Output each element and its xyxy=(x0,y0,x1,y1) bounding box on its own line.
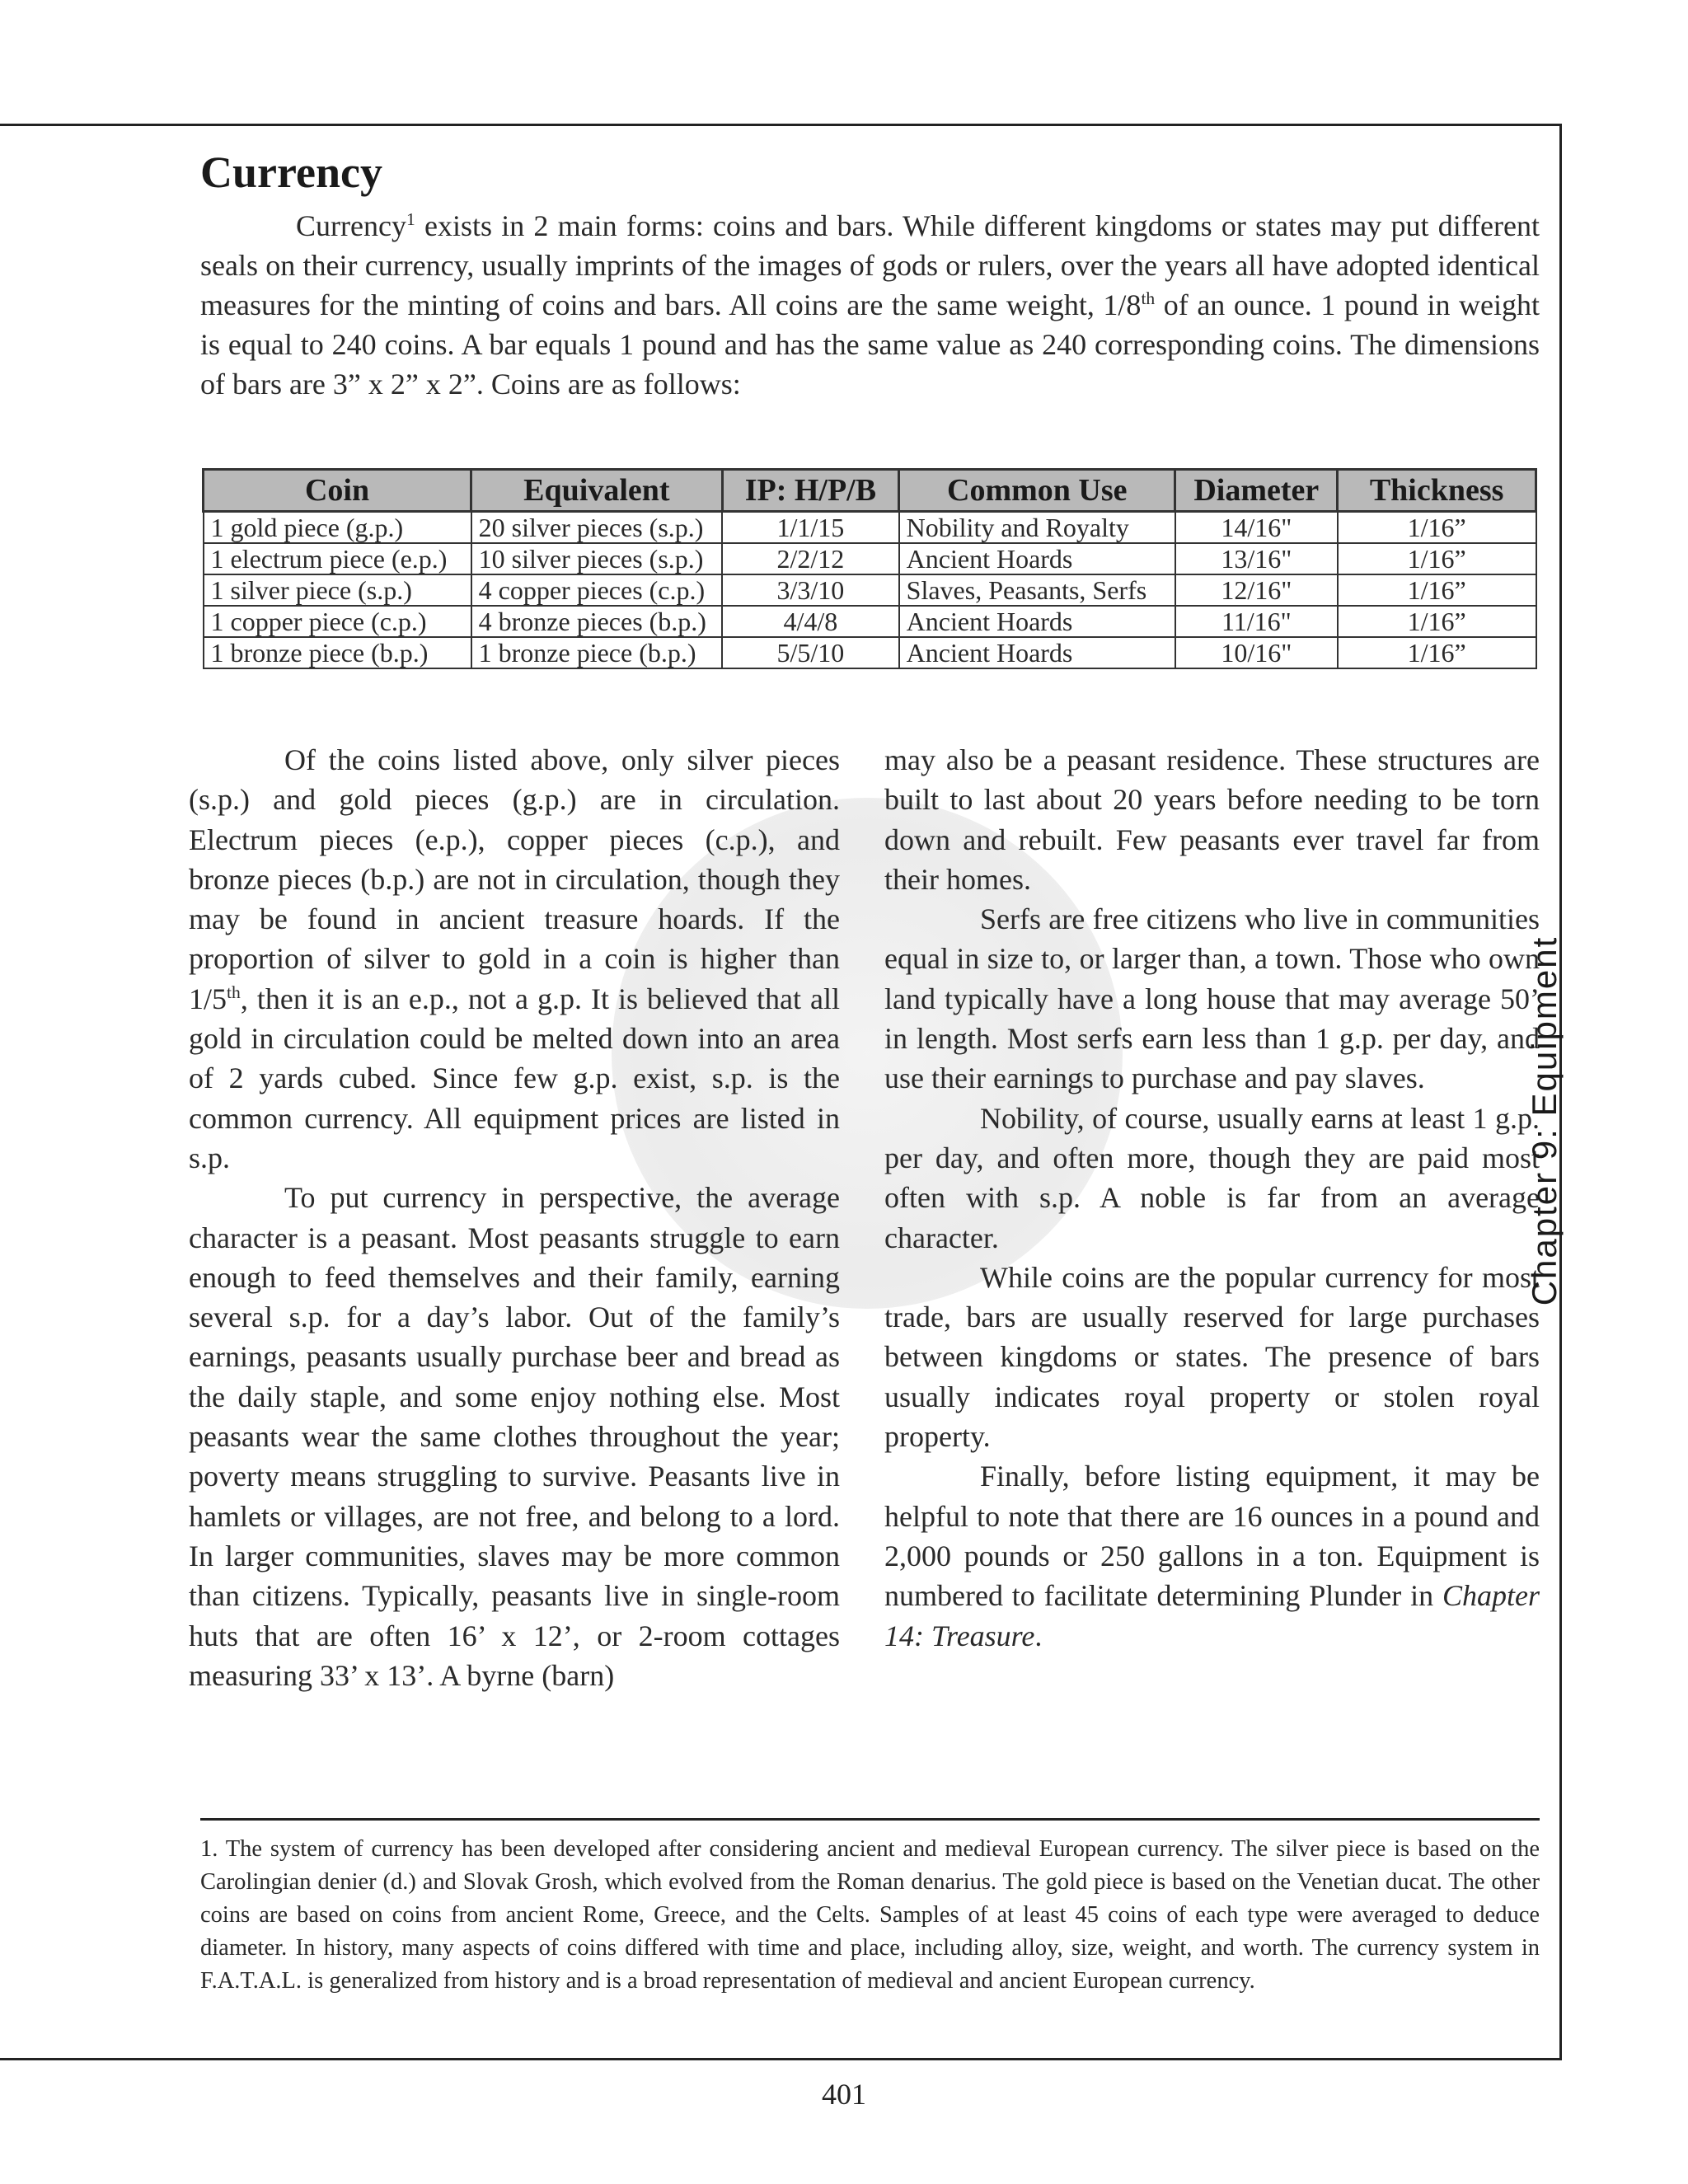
cell-equivalent: 1 bronze piece (b.p.) xyxy=(471,637,722,668)
paragraph-text: may also be a peasant residence. These structures are built to last about 20 years before needing to be torn down and rebuilt. Few peasants ever travel far from their homes. xyxy=(884,743,1540,896)
paragraph-text: . xyxy=(1034,1619,1043,1652)
cell-coin: 1 copper piece (c.p.) xyxy=(204,606,471,637)
chapter-reference: Chapter 14: Treasure xyxy=(884,1579,1540,1652)
cell-coin: 1 bronze piece (b.p.) xyxy=(204,637,471,668)
header-ip: IP: H/P/B xyxy=(722,470,899,512)
header-common-use: Common Use xyxy=(899,470,1175,512)
paragraph-text: While coins are the popular currency for most trade, bars are usually reserved for large purchases between kingdoms or states. The presence of bars usually indicates royal property or stolen royal property. xyxy=(884,1260,1540,1454)
paragraph xyxy=(884,740,1540,899)
cell-coin: 1 gold piece (g.p.) xyxy=(204,512,471,544)
intro-text-a: exists in 2 main forms: coins and bars. While different kingdoms or states may put different seals on their currency, usually imprints of the images of gods or rulers, over the years all have adopted identical measures for the minting of coins and bars. All coins are the same weight, 1/8 xyxy=(200,209,1540,321)
paragraph xyxy=(884,1258,1540,1456)
cell-common-use: Ancient Hoards xyxy=(899,543,1175,574)
intro-paragraph xyxy=(200,206,1540,404)
cell-coin: 1 silver piece (s.p.) xyxy=(204,574,471,606)
table-row xyxy=(204,512,1536,544)
cell-ip: 4/4/8 xyxy=(722,606,899,637)
cell-thickness: 1/16” xyxy=(1338,574,1536,606)
cell-equivalent: 20 silver pieces (s.p.) xyxy=(471,512,722,544)
page-number: 401 xyxy=(822,2078,866,2111)
cell-ip: 5/5/10 xyxy=(722,637,899,668)
cell-ip: 1/1/15 xyxy=(722,512,899,544)
cell-diameter: 10/16" xyxy=(1175,637,1338,668)
intro-word: Currency xyxy=(296,209,406,242)
cell-equivalent: 10 silver pieces (s.p.) xyxy=(471,543,722,574)
paragraph xyxy=(884,1456,1540,1655)
cell-thickness: 1/16” xyxy=(1338,637,1536,668)
left-column xyxy=(189,740,840,1695)
cell-common-use: Ancient Hoards xyxy=(899,637,1175,668)
footnote: 1. The system of currency has been developed after considering ancient and medieval European currency. The silver piece is based on the Carolingian denier (d.) and Slovak Grosh, which evolved from the Roman denarius. The gold piece is based on the Venetian ducat. The other coins are based on coins from ancient Rome, Greece, and the Celts. Samples of at least 45 coins of each type were averaged to deduce diameter. In history, many aspects of coins differed with time and place, including alloy, size, weight, and worth. The currency system in F.A.T.A.L. is generalized from history and is a broad representation of medieval and ancient European currency. xyxy=(200,1836,1540,1994)
coin-table xyxy=(202,468,1537,669)
paragraph xyxy=(884,1099,1540,1258)
table-row xyxy=(204,543,1536,574)
paragraph-text: Serfs are free citizens who live in communities equal in size to, or larger than, a town. Those who own land typically have a long house that may average 50’ in length. Most serfs earn less than 1 g.p. per day, and use their earnings to purchase and pay slaves. xyxy=(884,902,1540,1095)
chapter-side-title: Chapter 9: Equipment xyxy=(1525,935,1564,1306)
table-row xyxy=(204,606,1536,637)
cell-coin: 1 electrum piece (e.p.) xyxy=(204,543,471,574)
cell-equivalent: 4 bronze pieces (b.p.) xyxy=(471,606,722,637)
intro-sup-th: th xyxy=(1141,288,1156,308)
cell-ip: 3/3/10 xyxy=(722,574,899,606)
paragraph xyxy=(189,740,840,1178)
cell-diameter: 11/16" xyxy=(1175,606,1338,637)
cell-equivalent: 4 copper pieces (c.p.) xyxy=(471,574,722,606)
sup-th: th xyxy=(227,982,241,1002)
cell-thickness: 1/16” xyxy=(1338,606,1536,637)
table-row xyxy=(204,637,1536,668)
right-column xyxy=(884,740,1540,1656)
cell-common-use: Slaves, Peasants, Serfs xyxy=(899,574,1175,606)
cell-diameter: 13/16" xyxy=(1175,543,1338,574)
paragraph-text: , then it is an e.p., not a g.p. It is believed that all gold in circulation could be melted down into an area of 2 yards cubed. Since few g.p. exist, s.p. is the common currency. All equipment prices are listed in s.p. xyxy=(189,982,840,1174)
cell-common-use: Ancient Hoards xyxy=(899,606,1175,637)
cell-thickness: 1/16” xyxy=(1338,543,1536,574)
header-equivalent: Equivalent xyxy=(471,470,722,512)
section-heading: Currency xyxy=(200,148,382,197)
header-thickness: Thickness xyxy=(1338,470,1536,512)
cell-diameter: 12/16" xyxy=(1175,574,1338,606)
cell-thickness: 1/16” xyxy=(1338,512,1536,544)
header-diameter: Diameter xyxy=(1175,470,1338,512)
footnote-marker: 1 xyxy=(406,209,415,229)
paragraph-text: Finally, before listing equipment, it may be helpful to note that there are 16 ounces in a pound and 2,000 pounds or 250 gallons in a ton. Equipment is numbered to facilitate determining Plunder in xyxy=(884,1460,1540,1613)
cell-ip: 2/2/12 xyxy=(722,543,899,574)
footnote-divider xyxy=(200,1818,1540,1821)
intro-text-b: of an ounce. 1 pound in weight is equal to 240 coins. A bar equals 1 pound and has the same value as 240 corresponding coins. The dimensions of bars are 3” x 2” x 2”. Coins are as follows: xyxy=(200,288,1540,401)
paragraph-text: To put currency in perspective, the average character is a peasant. Most peasants struggle to earn enough to feed themselves and their family, earning several s.p. for a day’s labor. Out of the family’s earnings, peasants usually purchase beer and bread as the daily staple, and some enjoy nothing else. Most peasants wear the same clothes throughout the year; poverty means struggling to survive. Peasants live in hamlets or villages, are not free, and belong to a lord. In larger communities, slaves may be more common than citizens. Typically, peasants live in single-room huts that are often 16’ x 12’, or 2-room cottages measuring 33’ x 13’. A byrne (barn) xyxy=(189,1181,840,1692)
paragraph xyxy=(189,1178,840,1695)
paragraph xyxy=(884,899,1540,1098)
cell-common-use: Nobility and Royalty xyxy=(899,512,1175,544)
paragraph-text: Of the coins listed above, only silver pieces (s.p.) and gold pieces (g.p.) are in circulation. Electrum pieces (e.p.), copper pieces (c.p.), and bronze pieces (b.p.) are not in circulation, though they may be found in ancient treasure hoards. If the proportion of silver to gold in a coin is higher than 1/5 xyxy=(189,743,840,1015)
cell-diameter: 14/16" xyxy=(1175,512,1338,544)
table-header-row xyxy=(204,470,1536,512)
header-coin: Coin xyxy=(204,470,471,512)
table-row xyxy=(204,574,1536,606)
paragraph-text: Nobility, of course, usually earns at least 1 g.p. per day, and often more, though they are paid most often with s.p. A noble is far from an average character. xyxy=(884,1101,1540,1254)
